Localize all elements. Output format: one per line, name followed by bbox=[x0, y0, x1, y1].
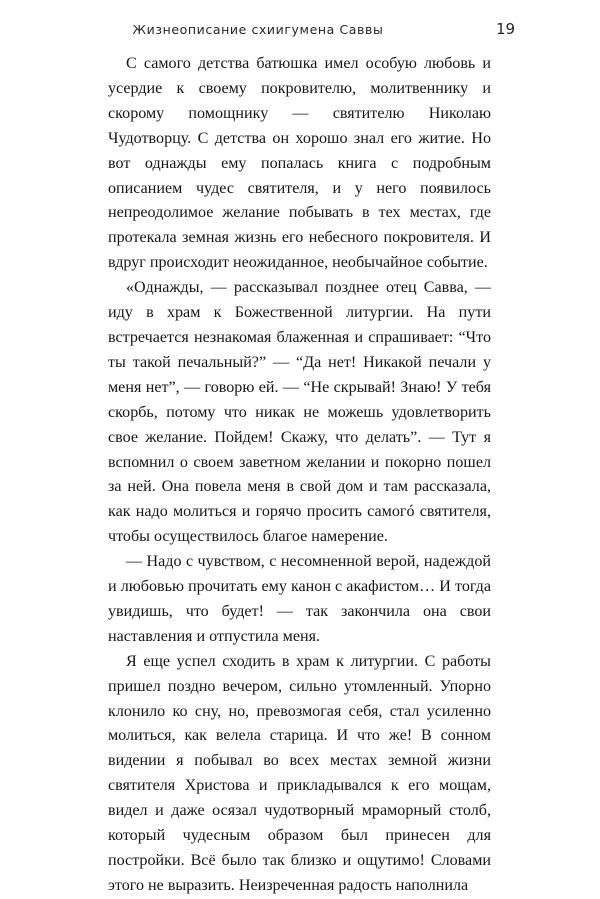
paragraph: Я еще успел сходить в храм к литургии. С работы пришел поздно вечером, сильно утомленный. Упорно клонило ко сну, но, превозмогая себя, стал усиленно молиться, как велела старица. И что же! В сонном видении я побывал во всех местах земной жизни святителя Христова и прикладывался к его мощам, видел и даже осязал чудотворный мраморный столб, который чудесным образом был принесен для постройки. Всё было так близко и ощутимо! Словами этого не выразить. Неизреченная радость наполнила bbox=[108, 652, 491, 894]
body-text bbox=[108, 52, 491, 899]
page-number: 19 bbox=[496, 20, 516, 38]
paragraph: — Надо с чувством, с несомненной верой, надеждой и любовью прочитать ему канон с акафистом… И тогда увидишь, что будет! — так закончила она свои наставления и отпустила меня. bbox=[108, 553, 491, 645]
paragraph: «Однажды, — рассказывал позднее отец Савва, — иду в храм к Божественной литургии. На пути встречается незнакомая блаженная и спрашивает: “Что ты такой печальный?” — “Да нет! Никакой печали у меня нет”, — говорю ей. — “Не скрывай! Знаю! У тебя скорбь, потому что никак не можешь удовлетворить свое желание. Пойдем! Скажу, что делать”. — Тут я вспомнил о своем заветном желании и покорно пошел за ней. Она повела меня в свой дом и там рассказала, как надо молиться и горячо просить самогó святителя, чтобы осуществилось благое намерение. bbox=[108, 279, 491, 546]
running-head-title: Жизнеописание схиигумена Саввы bbox=[132, 22, 384, 37]
paragraph: С самого детства батюшка имел особую любовь и усердие к своему покровителю, молитвеннику и скорому помощнику — святителю Николаю Чудотворцу. С детства он хорошо знал его житие. Но вот однажды ему попалась книга с подробным описанием чудес святителя, и у него появилось непреодолимое желание побывать в тех местах, где протекала земная жизнь его небесного покровителя. И вдруг происходит неожиданное, необычайное событие. bbox=[108, 55, 491, 272]
